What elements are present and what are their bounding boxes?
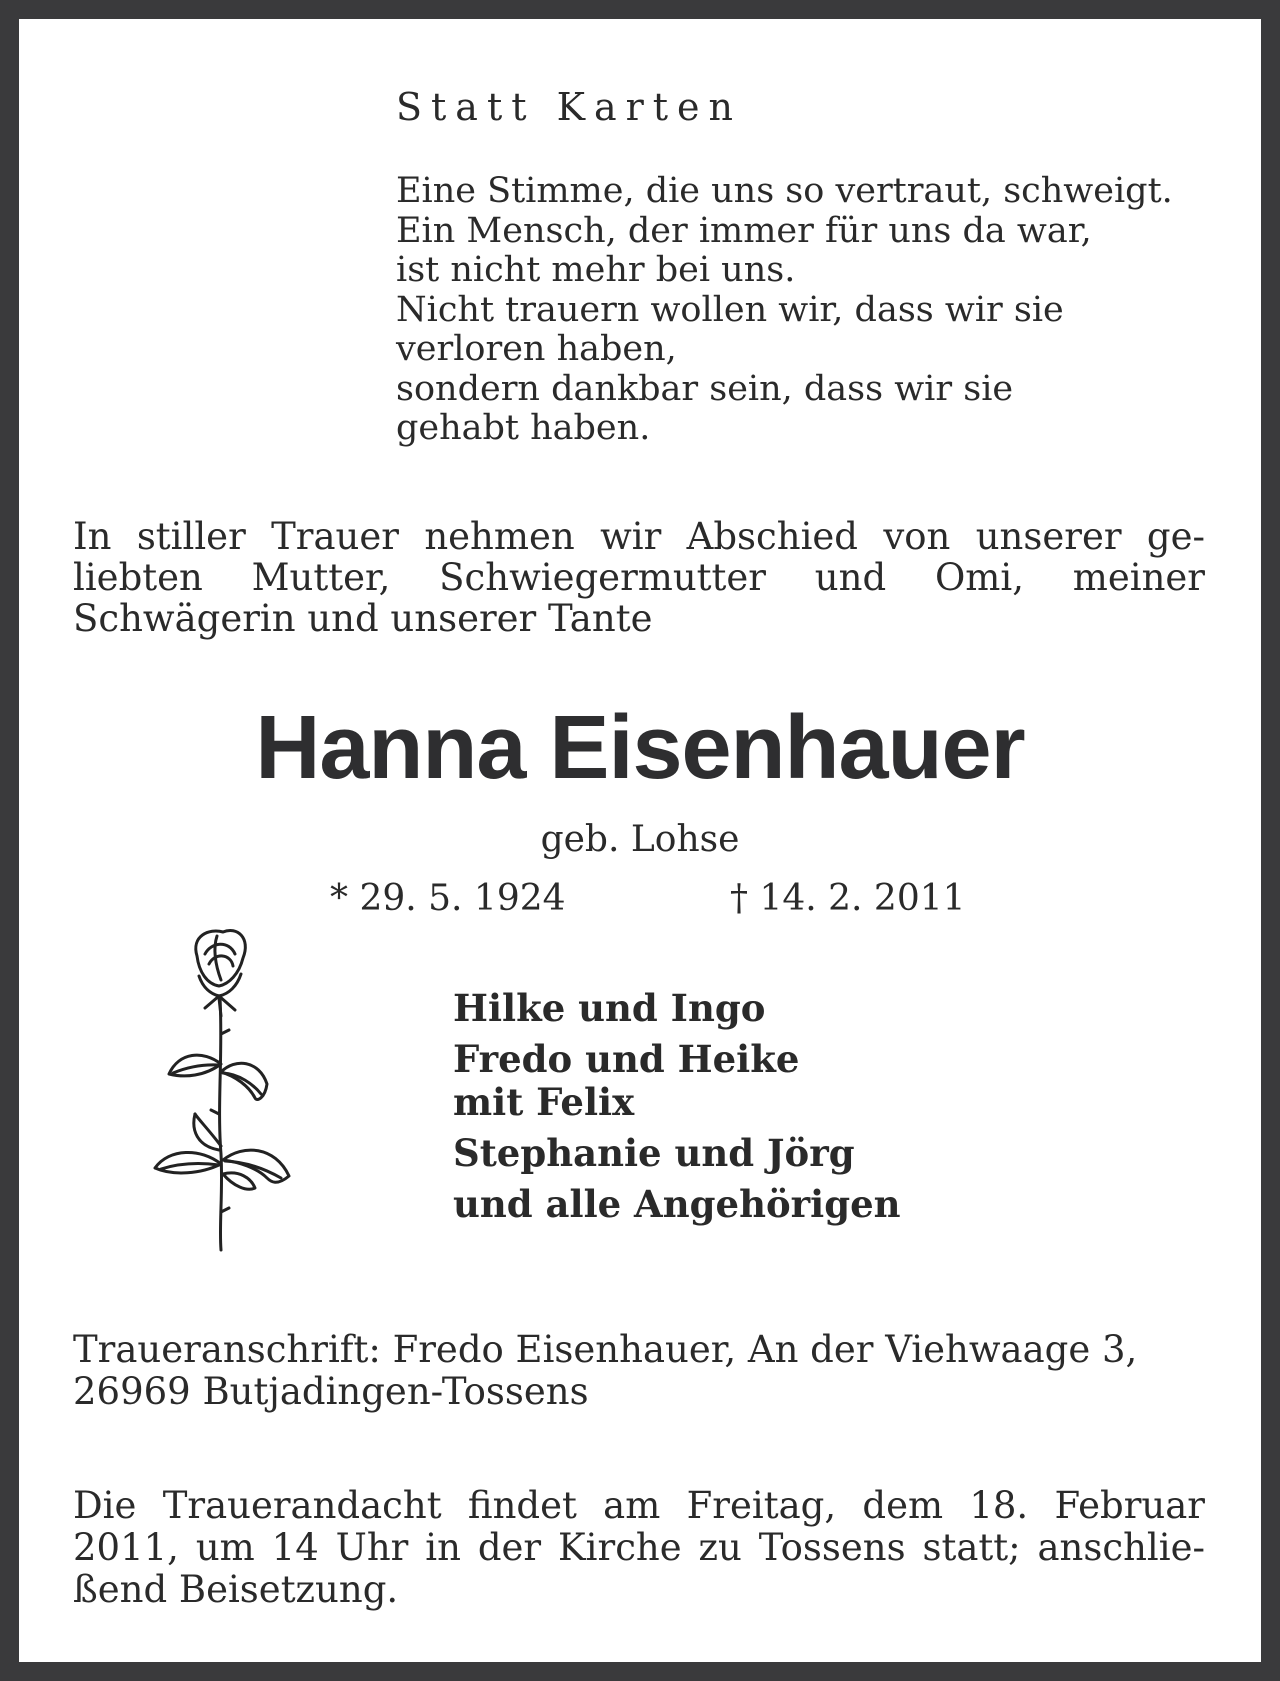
birth-date: * 29. 5. 1924 [330, 878, 566, 919]
rose-icon [139, 924, 309, 1254]
intro-text [73, 516, 1205, 639]
mourner-line: Hilke und Ingo [453, 986, 766, 1030]
mourner-line: und alle Angehörigen [453, 1182, 901, 1226]
poem-line: verloren haben, [396, 329, 677, 369]
intro-line: Schwägerin und unserer Tante [73, 597, 653, 640]
poem-line: ist nicht mehr bei uns. [396, 250, 796, 290]
notice-heading: Statt Karten [396, 85, 743, 129]
poem-line: Eine Stimme, die uns so vertraut, schweigt. [396, 171, 1173, 211]
obituary-notice [19, 19, 1261, 1662]
address-line: 26969 Butjadingen-Tossens [73, 1370, 589, 1413]
poem-line: Nicht trauern wollen wir, dass wir sie [396, 289, 1064, 330]
deceased-name: Hanna Eisenhauer [255, 698, 1025, 798]
service-line: ßend Beisetzung. [73, 1568, 399, 1611]
mourner-line: Stephanie und Jörg [453, 1131, 855, 1175]
intro-line: In stiller Trauer nehmen wir Abschied von unserer ge- [73, 515, 1205, 558]
address-line: Traueranschrift: Fredo Eisenhauer, An der Viehwaage 3, [73, 1328, 1138, 1371]
poem-line: Ein Mensch, der immer für uns da war, [396, 210, 1092, 251]
service-info [73, 1485, 1205, 1611]
service-line: Die Trauerandacht findet am Freitag, dem 18. Februar [73, 1484, 1205, 1527]
death-date: † 14. 2. 2011 [730, 878, 966, 919]
mourners-list [453, 987, 901, 1226]
maiden-name: geb. Lohse [540, 819, 740, 860]
service-line: 2011, um 14 Uhr in der Kirche zu Tossens statt; anschlie- [73, 1526, 1205, 1569]
poem-line: sondern dankbar sein, dass wir sie [396, 368, 1014, 409]
poem [396, 172, 1173, 449]
mourner-line: Fredo und Heike [453, 1037, 800, 1081]
intro-line: liebten Mutter, Schwiegermutter und Omi, meiner [73, 556, 1205, 599]
mourner-line: mit Felix [453, 1080, 635, 1124]
poem-line: gehabt haben. [396, 408, 651, 448]
mourning-address [73, 1329, 1137, 1413]
